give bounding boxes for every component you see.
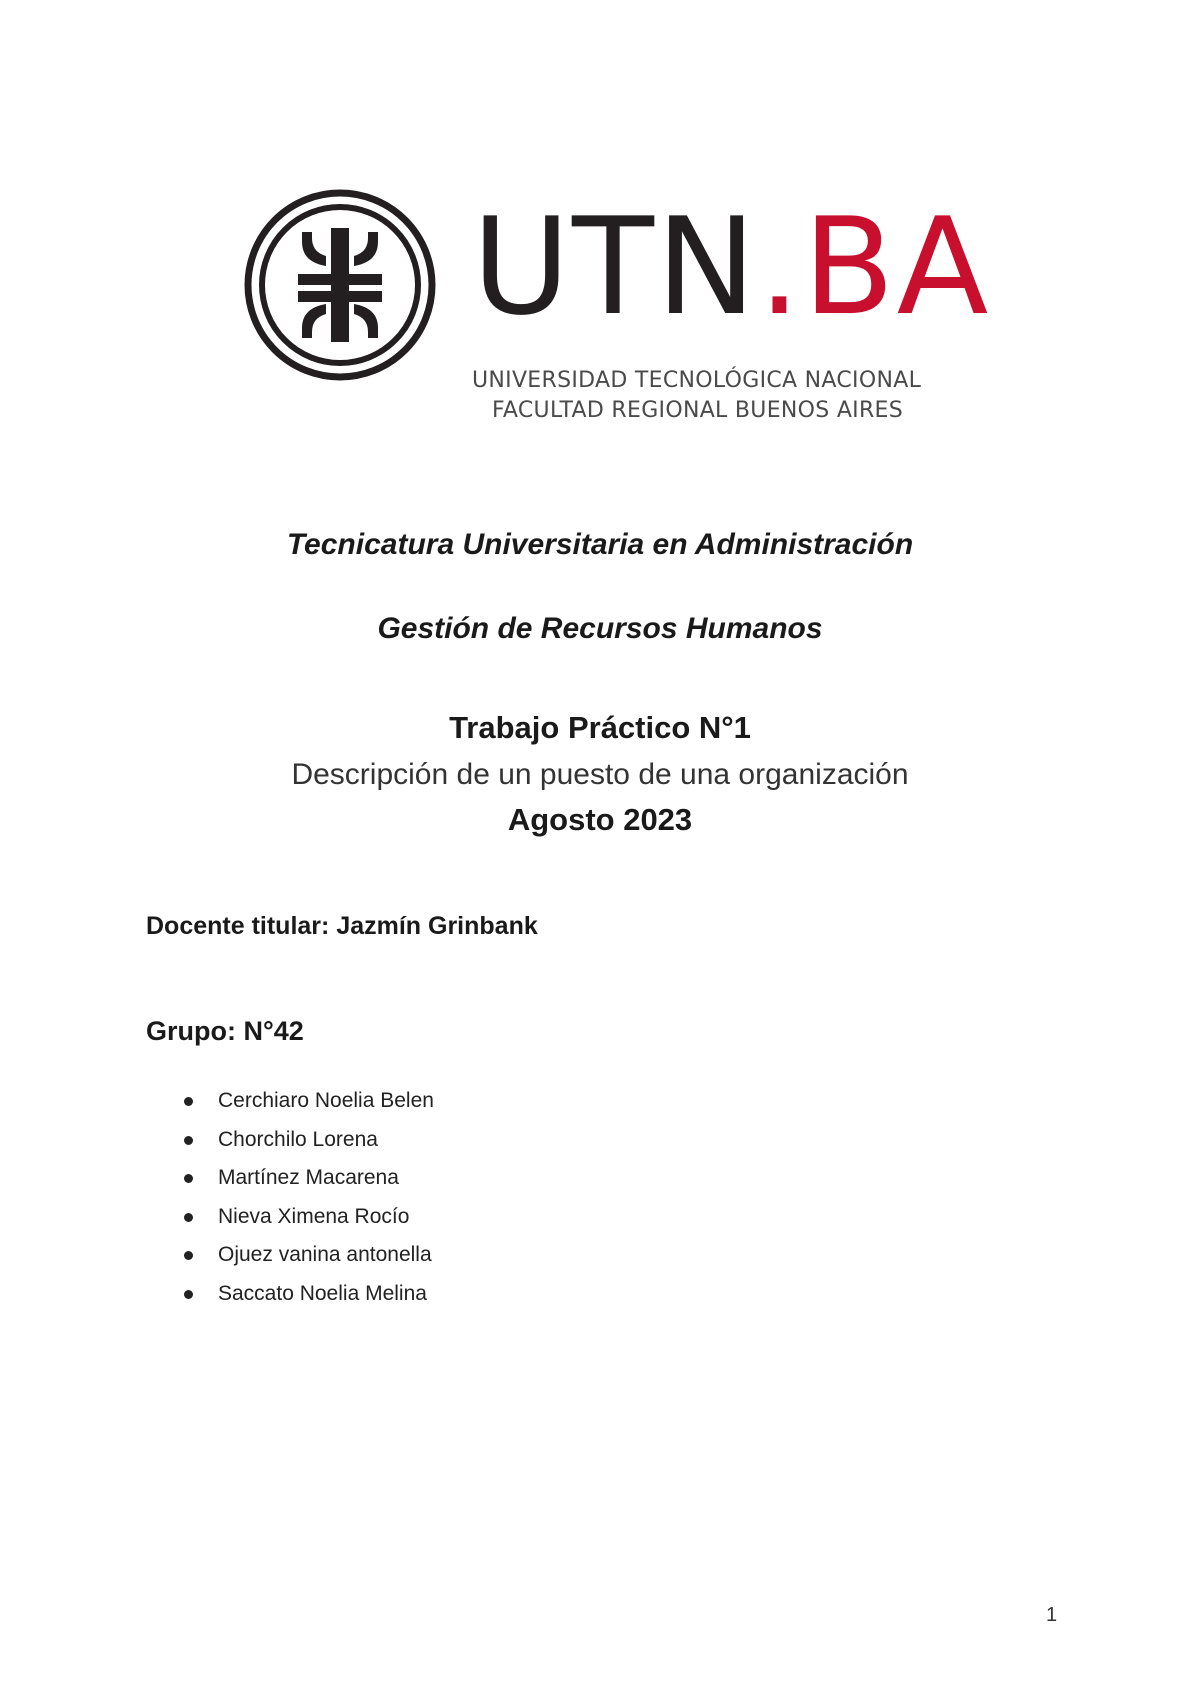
logo-wordmark-ba: .BA xyxy=(758,189,991,345)
assignment-date: Agosto 2023 xyxy=(507,802,693,837)
list-item xyxy=(180,1125,434,1164)
member-name: Saccato Noelia Melina xyxy=(218,1281,427,1305)
member-name: Cerchiaro Noelia Belen xyxy=(218,1089,434,1112)
logo-subtitle-faculty: FACULTAD REGIONAL BUENOS AIRES xyxy=(492,398,904,423)
career-title: Tecnicatura Universitaria en Administración xyxy=(286,528,914,561)
list-item xyxy=(180,1240,434,1279)
utn-emblem-icon xyxy=(240,180,440,390)
utn-ba-logo xyxy=(240,180,991,430)
logo-subtitle-university: UNIVERSIDAD TECNOLÓGICA NACIONAL xyxy=(472,368,922,393)
bullet-icon xyxy=(184,1213,193,1222)
group-members-list xyxy=(180,1086,434,1317)
teacher-line xyxy=(146,912,538,941)
teacher-label: Docente titular: xyxy=(146,912,330,940)
member-name: Ojuez vanina antonella xyxy=(218,1243,432,1266)
bullet-icon xyxy=(184,1097,193,1106)
member-name: Nieva Ximena Rocío xyxy=(218,1204,410,1228)
member-name: Martínez Macarena xyxy=(218,1166,399,1189)
list-item xyxy=(180,1279,434,1318)
bullet-icon xyxy=(184,1174,193,1183)
list-item xyxy=(180,1202,434,1241)
list-item xyxy=(180,1163,434,1202)
group-label: Grupo: N°42 xyxy=(146,1016,304,1046)
bullet-icon xyxy=(184,1251,193,1260)
assignment-description: Descripción de un puesto de una organización xyxy=(291,758,909,791)
assignment-title: Trabajo Práctico N°1 xyxy=(449,710,751,745)
list-item xyxy=(180,1086,434,1125)
logo-wordmark xyxy=(472,189,991,345)
bullet-icon xyxy=(184,1290,193,1299)
teacher-name: Jazmín Grinbank xyxy=(336,912,538,940)
subject-title: Gestión de Recursos Humanos xyxy=(377,612,823,645)
bullet-icon xyxy=(184,1136,193,1145)
logo-wordmark-utn: UTN xyxy=(472,189,759,345)
page-number: 1 xyxy=(1046,1604,1058,1626)
member-name: Chorchilo Lorena xyxy=(218,1127,378,1151)
